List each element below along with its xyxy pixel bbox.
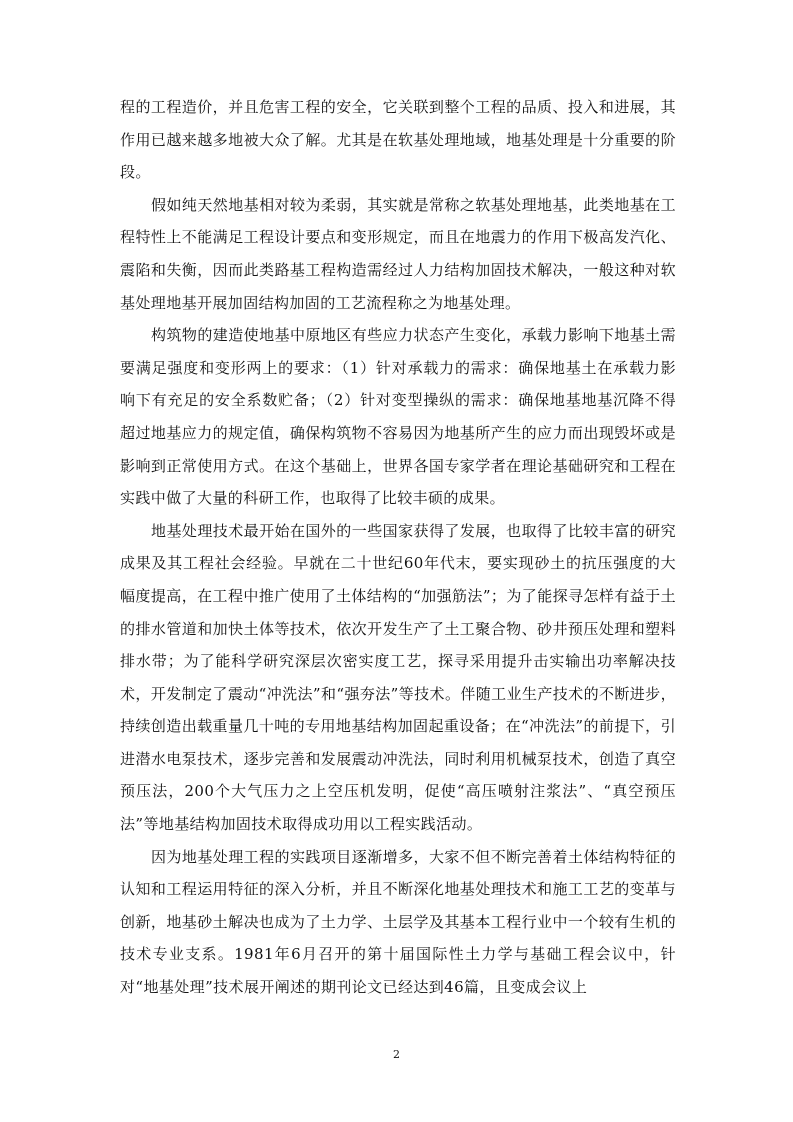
- paragraph: 地基处理技术最开始在国外的一些国家获得了发展，也取得了比较丰富的研究成果及其工程社会经验。早就在二十世纪60年代末，要实现砂土的抗压强度的大幅度提高，在工程中推广使用了土体结构的“加强筋法”；为了能探寻怎样有益于土的排水管道和加快土体等技术，依次开发生产了土工聚合物、砂井预压处理和塑料排水带；为了能科学研究深层次密实度工艺，探寻采用提升击实输出功率解决技术，开发制定了震动“冲洗法”和“强夯法”等技术。伴随工业生产技术的不断进步，持续创造出载重量几十吨的专用地基结构加固起重设备；在“冲洗法”的前提下，引进潜水电泵技术，逐步完善和发展震动冲洗法，同时利用机械泵技术，创造了真空预压法，200个大气压力之上空压机发明，促使“高压喷射注浆法”、“真空预压法”等地基结构加固技术取得成功用以工程实践活动。: [120, 521, 676, 834]
- paragraph: 假如纯天然地基相对较为柔弱，其实就是常称之软基处理地基，此类地基在工程特性上不能满足工程设计要点和变形规定，而且在地震力的作用下极高发汽化、震陷和失衡，因而此类路基工程构造需经过人力结构加固技术解决，一般这种对软基处理地基开展加固结构加固的工艺流程称之为地基处理。: [120, 195, 676, 312]
- body-text: [120, 91, 676, 1004]
- paragraph: 构筑物的建造使地基中原地区有些应力状态产生变化，承载力影响下地基土需要满足强度和变形两上的要求：（1）针对承载力的需求：确保地基土在承载力影响下有充足的安全系数贮备；（2）针对变型操纵的需求：确保地基地基沉降不得超过地基应力的规定值，确保构筑物不容易因为地基所产生的应力而出现毁坏或是影响到正常使用方式。在这个基础上，世界各国专家学者在理论基础研究和工程在实践中做了大量的科研工作，也取得了比较丰硕的成果。: [120, 326, 676, 508]
- page-number: 2: [393, 1048, 400, 1061]
- paragraph: 程的工程造价，并且危害工程的安全，它关联到整个工程的品质、投入和进展，其作用已越来越多地被大众了解。尤其是在软基处理地域，地基处理是十分重要的阶段。: [120, 98, 676, 182]
- paragraph: 因为地基处理工程的实践项目逐渐增多，大家不但不断完善着土体结构特征的认知和工程运用特征的深入分析，并且不断深化地基处理技术和施工工艺的变革与创新，地基砂土解决也成为了土力学、土层学及其基本工程行业中一个较有生机的技术专业支系。1981年6月召开的第十届国际性土力学与基础工程会议中，针对“地基处理”技术展开阐述的期刊论文已经达到46篇，且变成会议上: [120, 847, 676, 997]
